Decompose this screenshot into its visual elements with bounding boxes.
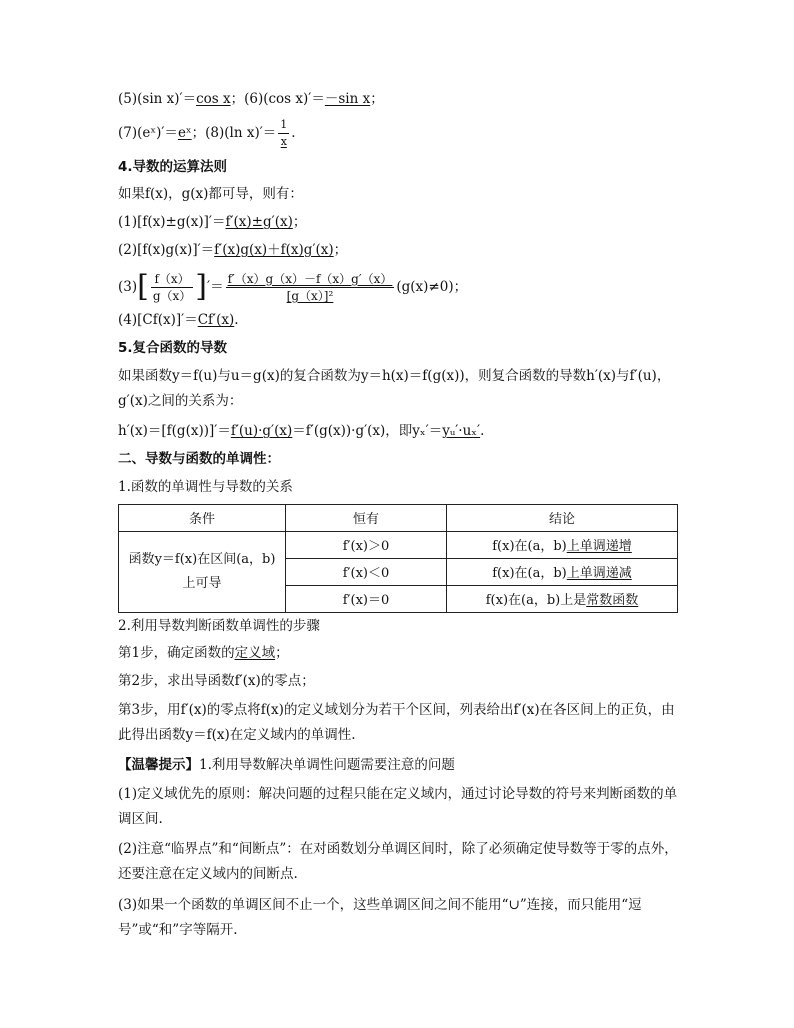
formula-answer: －sin x — [324, 91, 371, 107]
condition-cell: 函数y＝f(x)在区间(a，b) 上可导 — [119, 531, 286, 612]
derivative-sign-cell: f′(x)＝0 — [286, 585, 447, 612]
step-2: 第2步，求出导函数f′(x)的零点； — [118, 673, 315, 690]
rule-answer: f′(x)±g′(x) — [225, 214, 293, 231]
formula-text: ＝f′(g(x))·g′(x)，即yₓ′＝ — [292, 423, 443, 440]
tip-3: (3)如果一个函数的单调区间不止一个，这些单调区间之间不能用“∪”连接，而只能用“逗号”或“和”字等隔开. — [118, 897, 642, 939]
rule-2 — [118, 239, 678, 261]
formula-text: ；(6)(cos x)′＝ — [230, 91, 325, 107]
formula-text: h′(x)＝[f(g(x))]′＝ — [118, 423, 231, 440]
section-4-title: 4.导数的运算法则 — [118, 158, 228, 175]
right-bracket: ] — [195, 269, 208, 305]
fraction-one-over-x: $\frac{1}{x}$ — [280, 117, 288, 148]
derivative-formula-line-1 — [118, 88, 678, 110]
rule-answer: Cf′(x) — [197, 311, 235, 328]
formula-answer: eˣ — [177, 124, 192, 141]
formula-text: (5)(sin x)′＝ — [118, 91, 197, 107]
rule-text: ； — [333, 241, 348, 258]
rule-text: ′＝ — [207, 278, 224, 295]
derivative-formula-line-2 — [118, 116, 678, 150]
rule-text: (1)[f(x)±g(x)]′＝ — [118, 214, 226, 231]
tip-2: (2)注意“临界点”和“间断点”：在对函数划分单调区间时，除了必须确定使导数等于零的点外，还要注意在定义域内的间断点. — [118, 841, 678, 883]
table-header: 条件 — [119, 504, 286, 531]
monotonicity-table — [118, 504, 678, 613]
rule-text: (3) — [118, 278, 138, 295]
step-3: 第3步，用f′(x)的零点将f(x)的定义域划分为若干个区间，列表给出f′(x)在各区间上的正负，由此得出函数y＝f(x)在定义域内的单调性. — [118, 701, 675, 743]
section-5-title: 5.复合函数的导数 — [118, 339, 228, 356]
conclusion-cell: f(x)在(a，b)上是常数函数 — [447, 585, 678, 612]
tips-label: 【温馨提示】 — [118, 756, 199, 773]
step-1: 第1步，确定函数的定义域； — [118, 645, 289, 662]
formula-answer: cos x — [196, 91, 231, 107]
rule-text: (2)[f(x)g(x)]′＝ — [118, 241, 215, 258]
formula-answer: yᵤ′·uₓ′ — [442, 423, 481, 440]
derivative-sign-cell: f′(x)＜0 — [286, 558, 447, 585]
formula-text: ； — [370, 91, 384, 107]
left-bracket: [ — [137, 269, 149, 305]
derivative-sign-cell: f′(x)＞0 — [286, 531, 447, 558]
rule-4 — [118, 309, 678, 331]
table-header-row — [119, 504, 678, 531]
quotient-fraction: $\frac{f(x)}{g(x)}$ — [152, 271, 192, 303]
tips-heading — [118, 754, 678, 776]
rule-answer: f′(x)g(x)＋f(x)g′(x) — [214, 241, 334, 258]
rule-text: . — [234, 311, 239, 328]
rule-text: (4)[Cf(x)]′＝ — [118, 311, 198, 328]
tip-1: (1)定义域优先的原则：解决问题的过程只能在定义域内，通过讨论导数的符号来判断函数的单调区间. — [118, 785, 678, 827]
rule-3-quotient — [118, 267, 678, 307]
conclusion-cell: f(x)在(a，b)上单调递增 — [447, 531, 678, 558]
formula-text: . — [291, 124, 296, 141]
table-row — [119, 531, 678, 558]
section-5-paragraph: 如果函数y＝f(u)与u＝g(x)的复合函数为y＝h(x)＝f(g(x))，则复合函数的导数h′(x)与f′(u)，g′(x)之间的关系为： — [118, 368, 671, 410]
document-page — [118, 88, 678, 949]
formula-text: . — [480, 423, 485, 440]
subsection-1-title: 1.函数的单调性与导数的关系 — [118, 478, 293, 495]
table-header: 结论 — [447, 504, 678, 531]
rule-text: (g(x)≠0)； — [396, 278, 468, 295]
subsection-2-title: 2.利用导数判断函数单调性的步骤 — [118, 617, 320, 634]
section-4-intro: 如果f(x)，g(x)都可导，则有： — [118, 186, 303, 203]
chain-rule-formula — [118, 420, 678, 442]
formula-text: (7)(eˣ)′＝ — [118, 124, 178, 141]
tips-title: 1.利用导数解决单调性问题需要注意的问题 — [199, 756, 455, 773]
section-2-title: 二、导数与函数的单调性： — [118, 450, 280, 467]
formula-answer: f′(u)·g′(x) — [230, 423, 293, 440]
formula-text: ；(8)(ln x)′＝ — [191, 124, 277, 141]
rule-1 — [118, 211, 678, 233]
conclusion-cell: f(x)在(a，b)上单调递减 — [447, 558, 678, 585]
quotient-result-fraction: $\frac{f'(x)g(x)-f(x)g'(x)}{\text{[g（x）]²}}$ — [227, 271, 393, 303]
rule-text: ； — [292, 214, 307, 231]
table-header: 恒有 — [286, 504, 447, 531]
